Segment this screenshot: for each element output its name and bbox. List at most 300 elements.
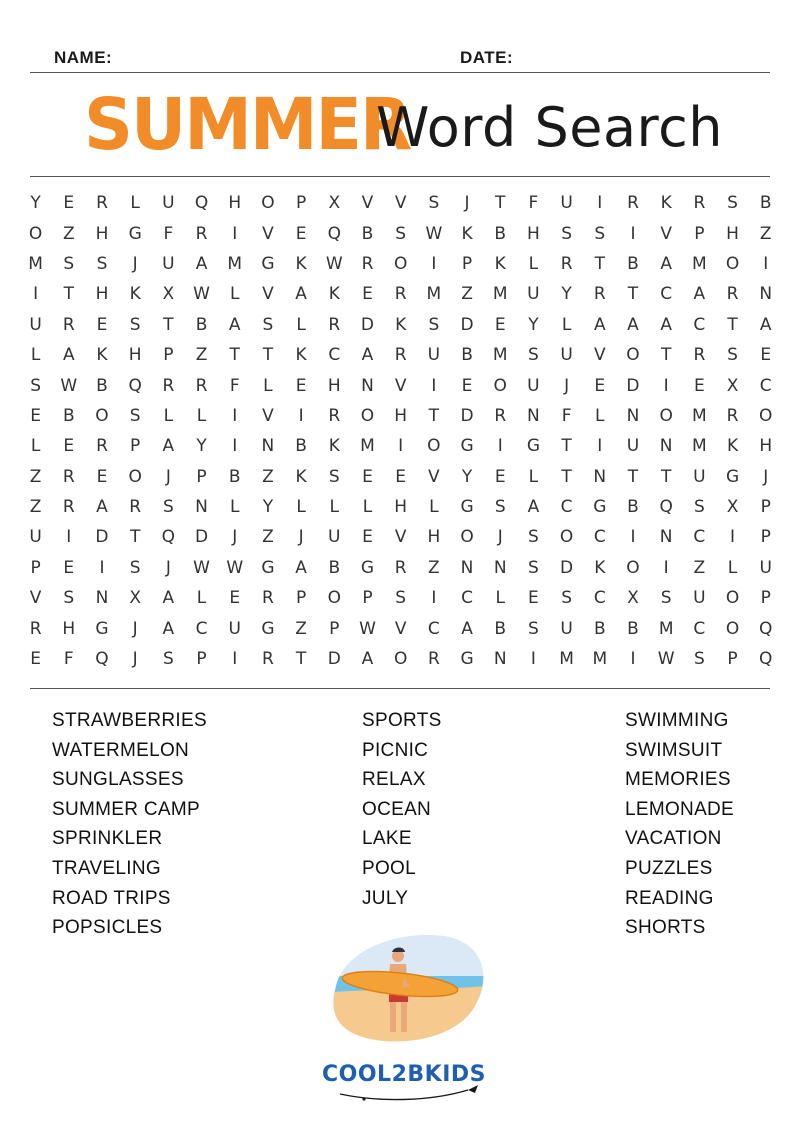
grid-letter: X (726, 497, 739, 518)
grid-letter: C (427, 618, 440, 639)
grid-letter: H (62, 618, 76, 639)
grid-letter: L (362, 497, 373, 518)
grid-letter: P (461, 253, 473, 274)
word-list-item: VACATION (625, 828, 722, 850)
grid-letter: S (528, 557, 539, 578)
grid-letter: H (759, 436, 773, 457)
grid-letter: B (627, 618, 639, 639)
grid-letter: I (730, 527, 736, 548)
grid-letter: C (593, 588, 606, 609)
grid-letter: B (62, 405, 75, 426)
grid-letter: W (325, 253, 343, 274)
grid-letter: M (227, 253, 243, 274)
grid-letter: D (560, 557, 574, 578)
grid-letter: U (693, 466, 706, 487)
grid-letter: K (129, 284, 141, 305)
grid-letter: X (129, 588, 141, 609)
grid-letter: T (262, 345, 274, 366)
grid-letter: R (328, 314, 341, 335)
grid-letter: Z (62, 223, 75, 244)
word-list-item: LEMONADE (625, 798, 735, 820)
grid-letter: O (393, 649, 408, 670)
grid-letter: R (394, 345, 407, 366)
grid-letter: G (460, 436, 474, 457)
grid-letter: B (494, 223, 507, 244)
grid-letter: Z (29, 497, 42, 518)
grid-letter: G (725, 466, 740, 487)
grid-letter: L (495, 588, 505, 609)
grid-letter: G (360, 557, 375, 578)
grid-letter: U (29, 527, 42, 548)
grid-letter: E (528, 588, 539, 609)
grid-letter: J (232, 527, 238, 548)
grid-letter: I (630, 649, 636, 670)
grid-letter: Z (195, 345, 208, 366)
word-list-item: STRAWBERRIES (52, 710, 207, 731)
word-list-item: POOL (362, 857, 416, 879)
grid-letter: U (560, 345, 573, 366)
grid-letter: I (66, 527, 72, 548)
grid-letter: V (394, 527, 407, 548)
grid-letter: B (195, 314, 208, 335)
grid-letter: N (659, 436, 673, 457)
grid-letter: P (163, 345, 174, 366)
grid-letter: Z (759, 223, 772, 244)
grid-letter: O (128, 466, 142, 487)
grid-letter: U (527, 375, 540, 396)
grid-letter: C (693, 314, 706, 335)
grid-letter: U (527, 284, 540, 305)
grid-letter: E (760, 345, 772, 366)
grid-letter: Y (528, 314, 539, 335)
grid-letter: N (659, 527, 673, 548)
grid-letter: J (132, 649, 138, 670)
grid-letter: I (630, 527, 636, 548)
grid-letter: R (262, 588, 274, 609)
grid-letter: B (759, 193, 772, 214)
grid-letter: R (62, 497, 75, 518)
grid-letter: U (693, 588, 706, 609)
grid-letter: A (295, 284, 307, 305)
grid-letter: I (232, 649, 238, 670)
grid-letter: S (594, 223, 606, 244)
grid-letter: O (725, 618, 740, 639)
grid-letter: E (594, 375, 606, 396)
grid-letter: O (559, 527, 574, 548)
grid-letter: L (329, 497, 340, 518)
grid-letter: S (528, 527, 539, 548)
word-list-item: ROAD TRIPS (52, 887, 171, 909)
grid-letter: D (95, 527, 109, 548)
grid-letter: J (763, 466, 769, 487)
grid-letter: G (261, 557, 275, 578)
grid-letter: P (760, 497, 771, 518)
grid-letter: Z (295, 618, 307, 639)
grid-letter: S (660, 588, 672, 609)
grid-letter: N (527, 405, 540, 426)
grid-letter: E (461, 375, 473, 396)
grid-letter: K (328, 436, 340, 457)
grid-letter: E (30, 649, 41, 670)
grid-letter: S (96, 253, 108, 274)
grid-letter: O (626, 345, 640, 366)
grid-letter: I (663, 375, 669, 396)
grid-letter: B (593, 618, 606, 639)
grid-letter: S (162, 649, 174, 670)
grid-letter: V (660, 223, 672, 244)
grid-letter: T (163, 314, 174, 335)
grid-letter: C (328, 345, 341, 366)
grid-letter: U (427, 345, 441, 366)
grid-letter: A (527, 497, 540, 518)
grid-letter: T (495, 193, 506, 214)
grid-letter: M (360, 436, 375, 457)
grid-letter: K (295, 466, 307, 487)
grid-letter: E (494, 466, 506, 487)
grid-letter: W (193, 557, 210, 578)
grid-letter: N (195, 497, 208, 518)
grid-letter: S (63, 253, 75, 274)
word-list-item: RELAX (362, 769, 426, 791)
grid-letter: R (129, 497, 142, 518)
grid-letter: S (162, 497, 174, 518)
grid-letter: R (693, 345, 706, 366)
grid-letter: A (461, 618, 473, 639)
grid-letter: Y (262, 497, 274, 518)
grid-letter: H (128, 345, 142, 366)
grid-letter: M (559, 649, 574, 670)
grid-letter: S (428, 314, 440, 335)
grid-letter: I (431, 253, 437, 274)
grid-letter: C (759, 375, 772, 396)
grid-letter: A (96, 497, 108, 518)
grid-letter: R (726, 284, 739, 305)
grid-letter: T (428, 405, 440, 426)
grid-letter: R (726, 405, 739, 426)
grid-letter: I (99, 557, 105, 578)
grid-letter: U (626, 436, 640, 457)
grid-letter: L (30, 436, 41, 457)
cool2bkids-logo (318, 1058, 488, 1110)
grid-letter: A (195, 253, 208, 274)
grid-letter: R (195, 223, 208, 244)
grid-letter: X (627, 588, 639, 609)
grid-letter: B (361, 223, 374, 244)
grid-letter: S (328, 466, 340, 487)
grid-letter: V (394, 193, 407, 214)
grid-letter: G (526, 436, 540, 457)
grid-letter: T (129, 527, 141, 548)
grid-letter: U (759, 557, 772, 578)
grid-letter: E (362, 527, 373, 548)
grid-letter: I (431, 588, 437, 609)
grid-letter: L (130, 193, 140, 214)
word-list-item: SUNGLASSES (52, 769, 184, 791)
grid-letter: B (627, 253, 639, 274)
grid-letter: R (62, 314, 75, 335)
grid-letter: E (295, 223, 307, 244)
grid-letter: L (595, 405, 605, 426)
grid-letter: J (165, 557, 171, 578)
grid-letter: I (763, 253, 769, 274)
grid-letter: D (626, 375, 640, 396)
grid-letter: T (229, 345, 240, 366)
grid-letter: T (63, 284, 74, 305)
grid-letter: G (261, 253, 275, 274)
grid-letter: V (361, 193, 374, 214)
grid-letter: H (527, 223, 540, 244)
grid-letter: J (165, 466, 171, 487)
grid-letter: H (228, 193, 242, 214)
grid-letter: R (29, 618, 42, 639)
title-highlight: SUMMER (84, 84, 411, 167)
word-list-item: OCEAN (362, 798, 432, 820)
grid-letter: O (28, 223, 43, 244)
grid-letter: L (196, 405, 207, 426)
grid-letter: B (295, 436, 307, 457)
grid-letter: I (431, 375, 437, 396)
grid-letter: U (228, 618, 241, 639)
grid-letter: J (564, 375, 570, 396)
grid-letter: G (261, 618, 275, 639)
grid-letter: U (560, 193, 573, 214)
grid-letter: I (497, 436, 503, 457)
grid-letter: J (464, 193, 470, 214)
grid-letter: I (33, 284, 39, 305)
grid-letter: U (162, 253, 175, 274)
grid-letter: Q (161, 527, 176, 548)
grid-letter: O (427, 436, 441, 457)
grid-letter: S (428, 193, 440, 214)
grid-letter: F (163, 223, 174, 244)
grid-letter: Z (262, 527, 274, 548)
grid-letter: G (128, 223, 142, 244)
word-list-item: SUMMER CAMP (52, 798, 200, 820)
grid-letter: O (460, 527, 474, 548)
grid-letter: P (295, 588, 307, 609)
grid-letter: H (726, 223, 739, 244)
grid-letter: O (327, 588, 341, 609)
grid-letter: N (460, 557, 474, 578)
word-list-item: PICNIC (362, 739, 429, 761)
grid-letter: T (561, 466, 572, 487)
grid-letter: E (229, 588, 241, 609)
grid-letter: Q (95, 649, 109, 670)
grid-letter: A (62, 345, 75, 366)
grid-letter: C (693, 527, 706, 548)
grid-letter: N (493, 649, 507, 670)
grid-letter: P (329, 618, 340, 639)
grid-letter: W (359, 618, 376, 639)
grid-letter: M (426, 284, 442, 305)
grid-letter: P (727, 649, 738, 670)
grid-letter: W (60, 375, 78, 396)
grid-letter: N (626, 405, 640, 426)
grid-letter: A (693, 284, 706, 305)
grid-letter: Z (693, 557, 706, 578)
grid-letter: P (196, 466, 207, 487)
grid-letter: E (362, 284, 373, 305)
grid-letter: Z (262, 466, 274, 487)
grid-letter: B (328, 557, 341, 578)
grid-letter: P (130, 436, 141, 457)
grid-letter: V (29, 588, 42, 609)
grid-letter: Z (461, 284, 473, 305)
grid-letter: X (328, 193, 341, 214)
grid-letter: E (63, 193, 75, 214)
grid-letter: M (658, 618, 674, 639)
grid-letter: G (95, 618, 109, 639)
grid-letter: B (627, 497, 639, 518)
grid-letter: M (492, 345, 508, 366)
grid-letter: R (693, 193, 706, 214)
grid-letter: M (492, 284, 508, 305)
grid-letter: R (328, 405, 341, 426)
grid-letter: R (162, 375, 175, 396)
grid-letter: C (461, 588, 473, 609)
word-list-column-2 (362, 706, 442, 913)
grid-letter: K (295, 253, 307, 274)
grid-letter: E (96, 466, 108, 487)
word-list-item: LAKE (362, 828, 412, 850)
grid-letter: A (361, 345, 374, 366)
grid-letter: P (760, 527, 771, 548)
grid-letter: D (460, 405, 474, 426)
grid-letter: G (460, 649, 474, 670)
grid-letter: P (694, 223, 705, 244)
grid-letter: N (261, 436, 275, 457)
grid-letter: O (759, 405, 773, 426)
grid-letter: I (597, 193, 603, 214)
grid-letter: K (328, 284, 340, 305)
grid-letter: I (663, 557, 669, 578)
grid-letter: N (95, 588, 109, 609)
pencil-swoosh-icon (318, 1058, 488, 1110)
grid-letter: K (461, 223, 473, 244)
grid-letter: C (560, 497, 573, 518)
grid-letter: P (30, 557, 41, 578)
grid-letter: G (593, 497, 607, 518)
grid-letter: A (660, 314, 672, 335)
grid-letter: S (129, 314, 141, 335)
grid-letter: M (692, 253, 707, 274)
grid-letter: C (660, 284, 673, 305)
grid-letter: I (232, 223, 238, 244)
grid-letter: F (63, 649, 74, 670)
grid-letter: B (494, 618, 507, 639)
grid-letter: E (295, 375, 307, 396)
grid-letter: E (362, 466, 373, 487)
grid-letter: L (263, 375, 273, 396)
grid-letter: S (129, 405, 141, 426)
grid-letter: V (593, 345, 606, 366)
grid-letter: S (561, 223, 572, 244)
grid-letter: R (494, 405, 507, 426)
grid-letter: V (428, 466, 440, 487)
word-list-column-3 (625, 706, 734, 943)
grid-letter: A (162, 588, 175, 609)
grid-letter: H (327, 375, 341, 396)
grid-letter: N (593, 466, 607, 487)
grid-letter: O (261, 193, 275, 214)
grid-letter: J (132, 618, 138, 639)
grid-letter: W (226, 557, 244, 578)
grid-letter: A (162, 618, 175, 639)
grid-letter: R (361, 253, 374, 274)
grid-letter: U (162, 193, 175, 214)
grid-letter: S (528, 618, 539, 639)
grid-letter: D (327, 649, 341, 670)
grid-letter: I (232, 405, 238, 426)
grid-letter: U (560, 618, 573, 639)
grid-letter: V (394, 375, 407, 396)
grid-letter: L (296, 497, 306, 518)
grid-letter: P (362, 588, 373, 609)
letter-grid (19, 188, 783, 674)
grid-letter: K (726, 436, 739, 457)
grid-letter: X (162, 284, 175, 305)
grid-letter: M (28, 253, 43, 274)
grid-letter: I (232, 436, 238, 457)
header-underline (30, 72, 770, 73)
grid-letter: S (727, 345, 738, 366)
grid-letter: E (63, 557, 75, 578)
word-list-item: SPORTS (362, 710, 442, 731)
word-list-item: POPSICLES (52, 917, 163, 939)
grid-letter: T (295, 649, 307, 670)
grid-letter: E (693, 375, 705, 396)
grid-letter: I (398, 436, 404, 457)
grid-letter: W (657, 649, 675, 670)
grid-letter: B (96, 375, 108, 396)
grid-letter: S (395, 588, 407, 609)
grid-letter: M (592, 649, 608, 670)
word-list-item: TRAVELING (52, 857, 161, 879)
grid-letter: A (593, 314, 606, 335)
grid-letter: L (229, 497, 240, 518)
grid-letter: O (659, 405, 673, 426)
word-list-item: SPRINKLER (52, 828, 163, 850)
grid-letter: D (360, 314, 375, 335)
grid-letter: V (262, 223, 274, 244)
grid-letter: R (96, 436, 108, 457)
grid-letter: E (395, 466, 407, 487)
word-list-item: SWIMMING (625, 710, 729, 731)
grid-letter: R (627, 193, 639, 214)
grid-letter: V (394, 618, 407, 639)
grid-letter: V (262, 284, 274, 305)
grid-letter: Y (561, 284, 572, 305)
grid-letter: M (692, 436, 707, 457)
grid-letter: L (296, 314, 306, 335)
grid-letter: J (497, 527, 503, 548)
title-divider (30, 176, 770, 177)
grid-letter: B (461, 345, 473, 366)
grid-letter: S (494, 497, 506, 518)
grid-letter: O (95, 405, 109, 426)
grid-letter: T (727, 314, 738, 335)
grid-letter: O (493, 375, 507, 396)
logo-wordmark: COOL2BKIDS (322, 1062, 486, 1087)
grid-letter: W (193, 284, 210, 305)
grid-letter: I (298, 405, 304, 426)
grid-letter: A (162, 436, 175, 457)
grid-letter: L (561, 314, 572, 335)
grid-letter: S (528, 345, 539, 366)
grid-letter: Q (759, 618, 773, 639)
surfer-illustration-icon (316, 928, 488, 1046)
grid-letter: K (295, 345, 307, 366)
